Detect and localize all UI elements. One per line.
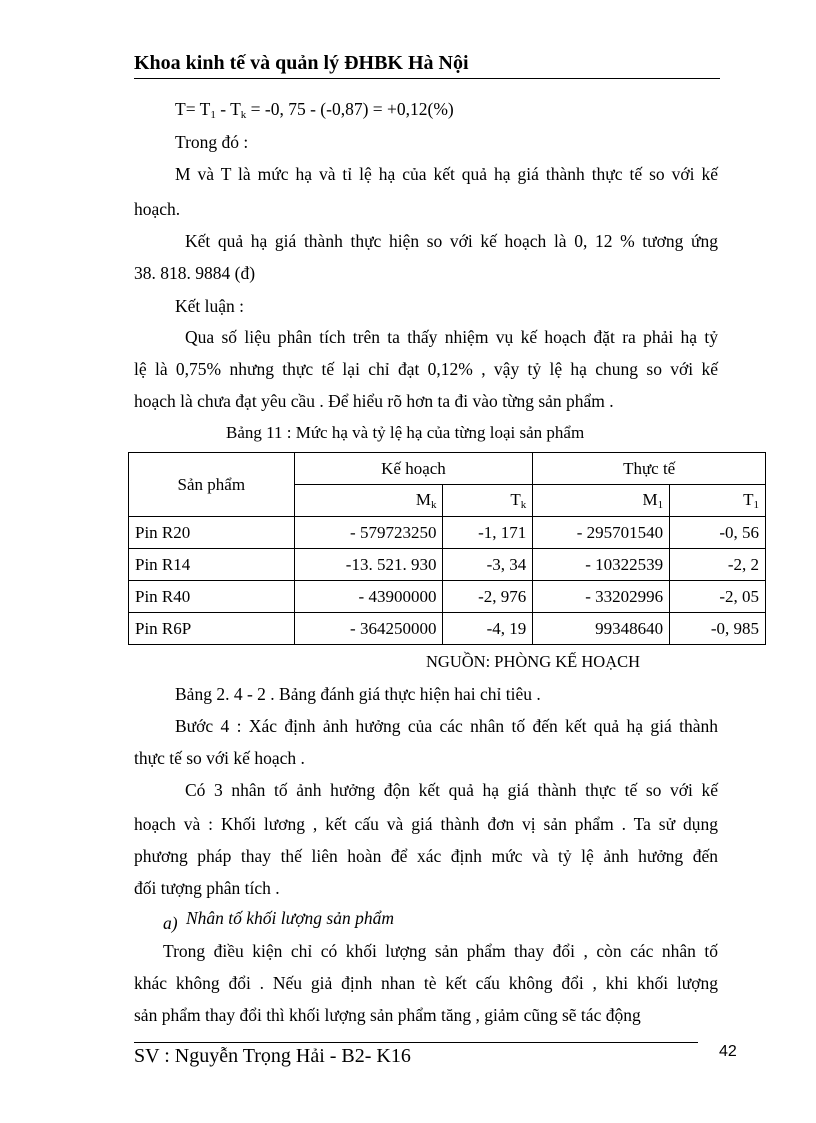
cell-m1: 99348640	[533, 613, 670, 645]
page-header-title: Khoa kinh tế và quản lý ĐHBK Hà Nội	[134, 52, 469, 74]
paragraph-4-line-1: Có 3 nhân tố ảnh hưởng độn kết quả hạ giá thành thực tế so với kế	[185, 780, 718, 800]
buoc-4-line-2: thực tế so với kế hoạch .	[134, 748, 305, 768]
table-row	[129, 517, 766, 549]
table-row	[129, 581, 766, 613]
cell-m1: - 33202996	[533, 581, 670, 613]
formula-sub-k: k	[240, 109, 247, 121]
footer-rule	[134, 1042, 698, 1043]
table-row	[129, 613, 766, 645]
cell-mk: - 43900000	[294, 581, 443, 613]
formula-pre: T= T	[175, 99, 211, 119]
bang-caption: Bảng 2. 4 - 2 . Bảng đánh giá thực hiện hai chỉ tiêu .	[175, 684, 541, 704]
cell-t1: -0, 56	[670, 517, 766, 549]
paragraph-4-line-2: hoạch và : Khối lương , kết cấu và giá thành đơn vị sản phẩm . Ta sử dụng	[134, 814, 718, 834]
paragraph-1-line-2: hoạch.	[134, 199, 181, 219]
cell-t1: -0, 985	[670, 613, 766, 645]
cell-tk: -4, 19	[443, 613, 533, 645]
cell-tk: -2, 976	[443, 581, 533, 613]
table-header-row	[129, 453, 766, 485]
cell-tk: -1, 171	[443, 517, 533, 549]
results-table	[128, 452, 766, 645]
formula-line	[175, 99, 454, 121]
paragraph-5-line-2: khác không đổi . Nếu giả định nhan tè kết cấu không đổi , khi khối lượng	[134, 973, 718, 993]
cell-t1: -2, 05	[670, 581, 766, 613]
cell-t1: -2, 2	[670, 549, 766, 581]
paragraph-5-line-1: Trong điều kiện chỉ có khối lượng sản phẩm thay đổi , còn các nhân tố	[163, 941, 718, 961]
header-m1: $M_1$	[533, 485, 670, 517]
cell-mk: - 579723250	[294, 517, 443, 549]
header-product: Sản phẩm	[129, 453, 295, 517]
header-mk: $M_k$	[294, 485, 443, 517]
header-rule	[134, 78, 720, 79]
header-plan: Kế hoạch	[294, 453, 533, 485]
ket-luan: Kết luận :	[175, 296, 245, 316]
paragraph-3-line-3: hoạch là chưa đạt yêu cầu . Để hiểu rõ hơn ta đi vào từng sản phẩm .	[134, 391, 614, 411]
trong-do: Trong đó :	[175, 132, 249, 152]
paragraph-2-line-1: Kết quả hạ giá thành thực hiện so với kế hoạch là 0, 12 % tương ứng	[185, 231, 718, 251]
cell-mk: -13. 521. 930	[294, 549, 443, 581]
cell-m1: - 295701540	[533, 517, 670, 549]
table-caption: Bảng 11 : Mức hạ và tỷ lệ hạ của từng loại sản phẩm	[226, 423, 585, 442]
cell-tk: -3, 34	[443, 549, 533, 581]
formula-post: = -0, 75 - (-0,87) = +0,12(%)	[246, 99, 454, 119]
paragraph-5-line-3: sản phẩm thay đổi thì khối lượng sản phẩm tăng , giảm cũng sẽ tác động	[134, 1005, 641, 1025]
paragraph-3-line-1: Qua số liệu phân tích trên ta thấy nhiệm vụ kế hoạch đặt ra phải hạ tỷ	[185, 327, 718, 347]
header-actual: Thực tế	[533, 453, 766, 485]
buoc-4-line-1: Bước 4 : Xác định ảnh hưởng của các nhân tố đến kết quả hạ giá thành	[175, 716, 718, 736]
table-source: NGUỒN: PHÒNG KẾ HOẠCH	[426, 652, 641, 671]
cell-m1: - 10322539	[533, 549, 670, 581]
formula-sub-1: 1	[210, 109, 216, 121]
section-a-label: a)	[163, 913, 178, 933]
header-t1: $T_1$	[670, 485, 766, 517]
table-row	[129, 549, 766, 581]
paragraph-4-line-3: phương pháp thay thế liên hoàn để xác định mức và tỷ lệ ảnh hưởng đến	[134, 846, 718, 866]
section-a-title: Nhân tố khối lượng sản phẩm	[186, 908, 394, 928]
header-tk: $T_k$	[443, 485, 533, 517]
footer-student: SV : Nguyễn Trọng Hải - B2- K16	[134, 1045, 411, 1067]
paragraph-1-line-1: M và T là mức hạ và tỉ lệ hạ của kết quả hạ giá thành thực tế so với kế	[175, 164, 718, 184]
page-number: 42	[719, 1043, 737, 1060]
cell-product: Pin R14	[129, 549, 295, 581]
formula-mid: - T	[215, 99, 241, 119]
paragraph-4-line-4: đối tượng phân tích .	[134, 878, 280, 898]
paragraph-2-line-2: 38. 818. 9884 (đ)	[134, 263, 256, 283]
cell-product: Pin R20	[129, 517, 295, 549]
cell-product: Pin R40	[129, 581, 295, 613]
cell-product: Pin R6P	[129, 613, 295, 645]
cell-mk: - 364250000	[294, 613, 443, 645]
paragraph-3-line-2: lệ là 0,75% nhưng thực tế lại chỉ đạt 0,12% , vậy tỷ lệ hạ chung so với kế	[134, 359, 718, 379]
